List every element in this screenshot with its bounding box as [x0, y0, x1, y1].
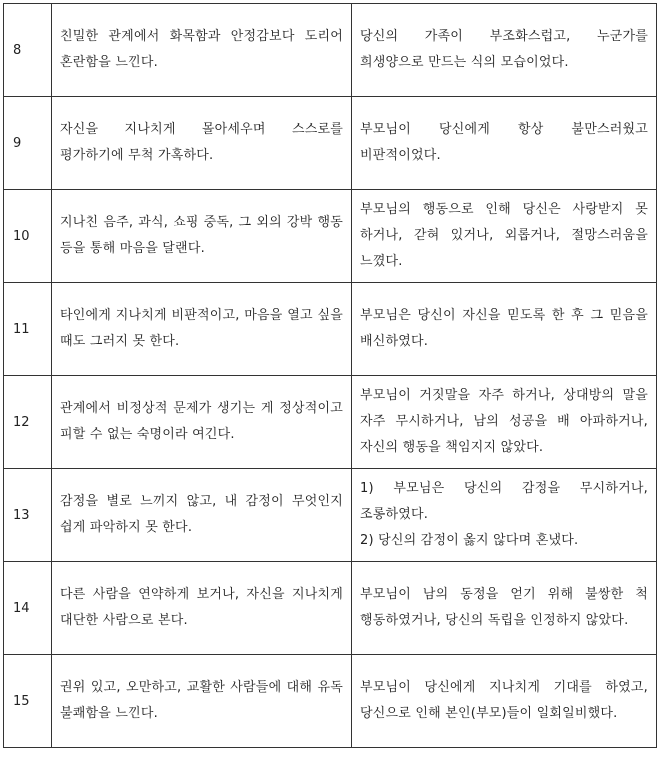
table-row: [4, 376, 657, 469]
table-row: [4, 283, 657, 376]
cause-cell: [352, 97, 657, 190]
table-row: [4, 97, 657, 190]
cause-cell: [352, 4, 657, 97]
cause-text: 부모님은 당신이 자신을 믿도록 한 후 그 믿음을 배신하였다.: [360, 308, 648, 349]
table-row: [4, 4, 657, 97]
cause-cell: [352, 469, 657, 562]
symptom-cell: 지나친 음주, 과식, 쇼핑 중독, 그 외의 강박 행동 등을 통해 마음을 달랜다.: [52, 190, 352, 283]
cause-cell: [352, 283, 657, 376]
symptom-cell: 타인에게 지나치게 비판적이고, 마음을 열고 싶을 때도 그러지 못 한다.: [52, 283, 352, 376]
table-body: [4, 4, 657, 748]
cause-text: 당신의 가족이 부조화스럽고, 누군가를 희생양으로 만드는 식의 모습이었다.: [360, 29, 648, 70]
row-number: 11: [4, 283, 52, 376]
cause-cell: [352, 655, 657, 748]
row-number: 12: [4, 376, 52, 469]
symptom-cell: 감정을 별로 느끼지 않고, 내 감정이 무엇인지 쉽게 파악하지 못 한다.: [52, 469, 352, 562]
cause-cell: [352, 376, 657, 469]
cause-cell: [352, 190, 657, 283]
cause-text: 부모님이 당신에게 항상 불만스러웠고 비판적이었다.: [360, 122, 648, 163]
symptom-cell: 다른 사람을 연약하게 보거나, 자신을 지나치게 대단한 사람으로 본다.: [52, 562, 352, 655]
cause-text: 부모님이 당신에게 지나치게 기대를 하였고, 당신으로 인해 본인(부모)들이 일회일비했다.: [360, 680, 648, 721]
table-row: [4, 655, 657, 748]
comparison-table: [3, 3, 657, 748]
table-row: [4, 190, 657, 283]
row-number: 15: [4, 655, 52, 748]
cause-text: 부모님이 남의 동정을 얻기 위해 불쌍한 척 행동하였거나, 당신의 독립을 인정하지 않았다.: [360, 587, 648, 628]
row-number: 9: [4, 97, 52, 190]
cause-text: 2) 당신의 감정이 옳지 않다며 혼냈다.: [360, 533, 579, 548]
row-number: 10: [4, 190, 52, 283]
symptom-cell: 친밀한 관계에서 화목함과 안정감보다 도리어 혼란함을 느낀다.: [52, 4, 352, 97]
row-number: 13: [4, 469, 52, 562]
table-row: [4, 469, 657, 562]
symptom-cell: 자신을 지나치게 몰아세우며 스스로를 평가하기에 무척 가혹하다.: [52, 97, 352, 190]
symptom-cell: 권위 있고, 오만하고, 교활한 사람들에 대해 유독 불쾌함을 느낀다.: [52, 655, 352, 748]
cause-cell: [352, 562, 657, 655]
row-number: 8: [4, 4, 52, 97]
cause-text: 부모님의 행동으로 인해 당신은 사랑받지 못 하거나, 갇혀 있거나, 외롭거나, 절망스러움을 느꼈다.: [360, 202, 648, 269]
cause-text: 부모님이 거짓말을 자주 하거나, 상대방의 말을 자주 무시하거나, 남의 성공을 배 아파하거나, 자신의 행동을 책임지지 않았다.: [360, 388, 648, 455]
cause-text: 1) 부모님은 당신의 감정을 무시하거나, 조롱하였다.: [360, 481, 648, 522]
table-row: [4, 562, 657, 655]
row-number: 14: [4, 562, 52, 655]
symptom-cell: 관계에서 비정상적 문제가 생기는 게 정상적이고 피할 수 없는 숙명이라 여긴다.: [52, 376, 352, 469]
